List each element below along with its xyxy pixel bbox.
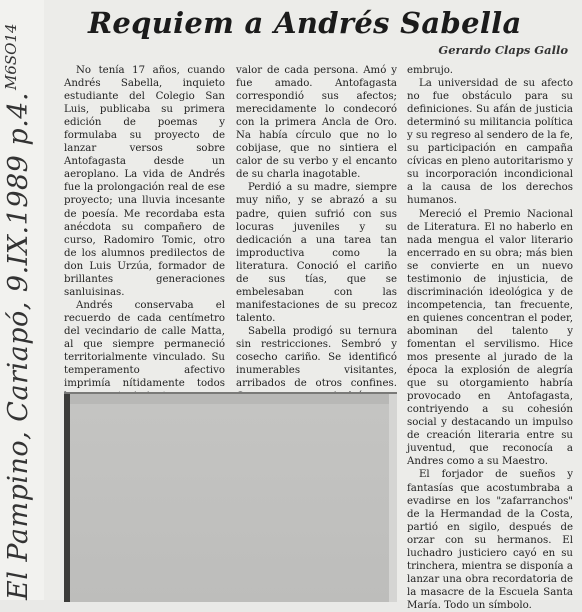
article-column-2	[236, 64, 397, 389]
paragraph: embrujo.	[407, 65, 453, 76]
article-title: Requiem a Andrés Sabella	[88, 6, 522, 40]
paragraph: Sabella prodigó su ternura sin restricciones. Sembró y cosecho cariño. Se identificó inumerables visitantes, arribados de otros confines.	[236, 325, 397, 390]
article-column-3	[407, 64, 573, 611]
photo-border	[389, 394, 397, 602]
paragraph: Mereció el Premio Nacional de Literatura. El no haberlo en nada mengua el valor literario encerrado en su obra; más bien se convierte en un nuevo testimonio de injusticia, de discriminación ideológica y de incompetencia, tan frecuente, en quienes concentran el poder, abominan del talento y fomentan el servilismo. Hice mos presente al jurado de la época la explosión de alegría que su otorgamiento habría provocado en Antofagasta, contriyendo a su cohesión social y destacando un impulso de creación literaria entre su juventud, que reconocía a Andres como a su Maestro.	[407, 208, 573, 468]
paragraph: Andrés conservaba el recuerdo de cada centímetro del vecindario de calle Matta, al que siempre permaneció territorialmente vinculado. Su temperamento afectivo imprimía nítidamente todos	[64, 299, 225, 390]
article-byline: Gerardo Claps Gallo	[438, 43, 568, 57]
paragraph: valor de cada persona. Amó y fue amado. Antofagasta correspondió sus afectos; merecidamente lo condecoró con la primera Ancla de Oro. Na había círculo que no lo cobijase, que no sintiera el calor de su verbo y el encanto de su charla inagotable.	[236, 65, 397, 181]
handwritten-code: M6SO14	[2, 23, 20, 90]
paragraph: Perdió a su madre, siempre muy niño, y se abrazó a su padre, quien sufrió con sus locuras juveniles y su dedicación a una tarea tan improductiva como la literatura. Conoció el cariño de sus tías, que se embelesaban con las manifestaciones de su precoz talento.	[236, 182, 397, 324]
photo-placeholder	[64, 392, 397, 602]
paragraph: No tenía 17 años, cuando Andrés Sabella, inquieto estudiante del Colegio San Luis, publicaba su primera edición de poemas y formulaba su proyecto de lanzar versos sobre Antofagasta desde un aeroplano. La vida de Andrés fue la prolongación real de ese proyecto; una lluvia incesante de poesía. Me recordaba esta anécdota su compañero de curso, Radomiro Tomic, otro de los alumnos predilectos de don Luis Urzúa, formador de brillantes generaciones sanluisinas.	[64, 65, 225, 298]
paragraph: El forjador de sueños y fantasías que acostumbraba a evadirse en los "zafarranchos" de la Hermandad de la Costa, partió en sigilo, después de orzar con su hermanos. El luchadro justiciero cayó en su trinchera, mientra se disponía a lanzar una obra recordatoria de la masacre de la Escuela Santa María. Todo un símbolo.	[407, 469, 573, 611]
handwritten-source-note: El Pampino, Cariapó, 9.IX.1989 p.4.	[3, 91, 34, 600]
photo-image	[70, 404, 389, 602]
article-column-1	[64, 64, 225, 404]
paragraph: La universidad de su afecto no fue obstáculo para su definiciones. Su afán de justicia determinó su militancia política y su regreso al sendero de la fe, su participación en campaña cívicas en pleno autoritarismo y su incorporación incondicional a la causa de los derechos humanos.	[407, 78, 573, 207]
